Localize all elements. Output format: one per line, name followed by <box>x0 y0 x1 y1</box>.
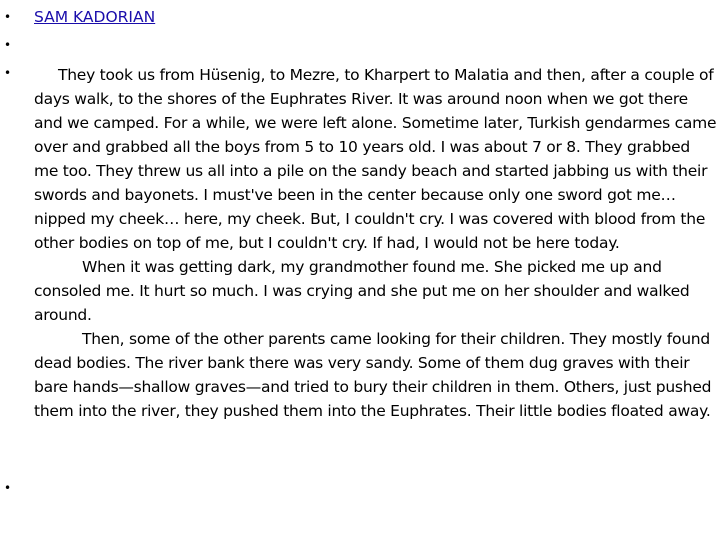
title-link[interactable]: SAM KADORIAN <box>34 8 156 26</box>
testimony-paragraph: They took us from Hüsenig, to Mezre, to Kharpert to Malatia and then, after a couple of days walk, to the shores of the Euphrates River. It was around noon when we got there and we camped. For a while, we were left alone. Sometime later, Turkish gendarmes came over and grabbed all the boys from 5 to 10 years old. I was about 7 or 8. They grabbed me too. They threw us all into a pile on the sandy beach and started jabbing us with their swords and bayonets. I must've been in the center because only one sword got me… nipped my cheek… here, my cheek. But, I couldn't cry. I was covered with blood from the other bodies on top of me, but I couldn't cry. If had, I would not be here today. <box>34 66 717 252</box>
bullet-marker: • <box>4 481 12 495</box>
testimony-paragraph: Then, some of the other parents came looking for their children. They mostly found dead bodies. The river bank there was very sandy. Some of them dug graves with their bare hands—shallow graves—and tried to bury their children in them. Others, just pushed them into the river, they pushed them into the Euphrates. Their little bodies floated away. <box>34 330 712 420</box>
bullet-marker: • <box>4 10 12 24</box>
testimony-paragraph: When it was getting dark, my grandmother found me. She picked me up and consoled me. It hurt so much. I was crying and she put me on her shoulder and walked around. <box>34 258 690 324</box>
testimony-quote <box>34 63 718 423</box>
bullet-marker: • <box>4 38 12 52</box>
bullet-marker: • <box>4 66 12 80</box>
